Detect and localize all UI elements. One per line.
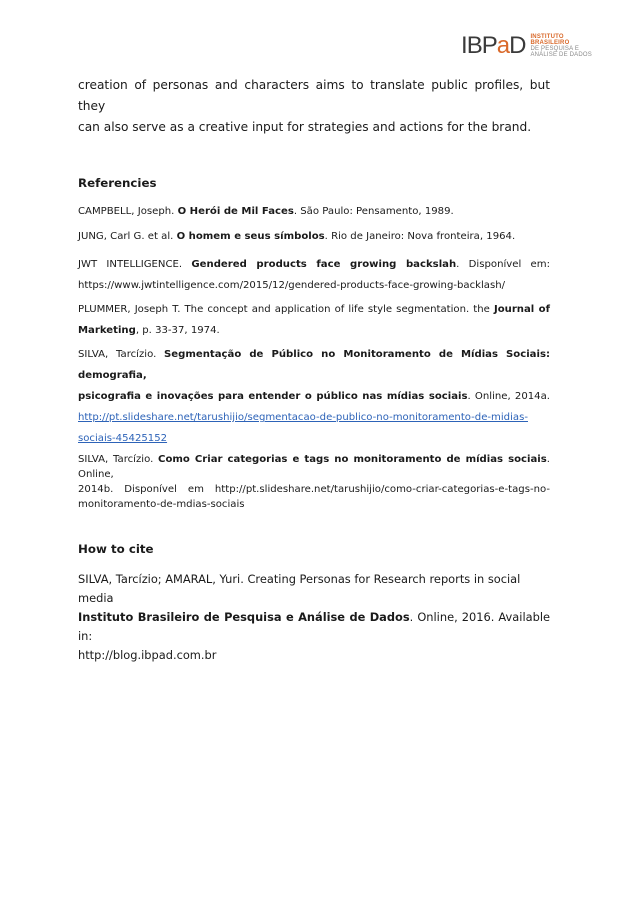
ref-title: Marketing <box>78 325 136 336</box>
ref-title: Como Criar categorias e tags no monitoramento de mídias sociais <box>158 454 547 465</box>
ref-details: . São Paulo: Pensamento, 1989. <box>293 206 454 217</box>
ref-details: . Online, 2014a. <box>467 391 550 402</box>
ref-title: O homem e seus símbolos <box>176 231 325 242</box>
references-list <box>78 204 550 512</box>
ref-author: JUNG, Carl G. et al. <box>78 231 177 242</box>
reference-jung <box>78 229 550 244</box>
logo-mark-accent: a <box>496 32 510 59</box>
citation-line-2 <box>78 608 550 646</box>
reference-jwt <box>78 254 550 296</box>
citation-details: . Online, 2016. Available in: <box>78 610 550 643</box>
ref-details: . Rio de Janeiro: Nova fronteira, 1964. <box>324 231 516 242</box>
ref-title: O Herói de Mil Faces <box>177 206 294 217</box>
citation-line-1: SILVA, Tarcízio; AMARAL, Yuri. Creating Personas for Research reports in social media <box>78 572 521 605</box>
ref-details: . Disponível em: <box>456 259 551 270</box>
ref-author: SILVA, Tarcízio. <box>78 349 165 360</box>
references-heading: Referencies <box>78 176 157 190</box>
document-body <box>78 75 550 665</box>
ref-details: . Online, <box>78 454 550 480</box>
ref-author: PLUMMER, Joseph T. The concept and application of life style segmentation. the <box>78 304 494 315</box>
logo-line-3: DE PESQUISA E <box>530 46 580 52</box>
logo-mark-prefix: IBP <box>461 32 497 59</box>
ref-line <box>78 320 550 341</box>
ref-line <box>78 386 550 407</box>
ref-line: 2014b. Disponível em http://pt.slideshare.net/tarushijio/como-criar-categorias-e-tags-no- <box>78 484 550 495</box>
citation-url: http://blog.ibpad.com.br <box>78 648 217 662</box>
ibpad-logo <box>461 34 592 58</box>
logo-text <box>530 34 592 58</box>
logo-mark <box>461 34 525 58</box>
citation-institute: Instituto Brasileiro de Pesquisa e Análise de Dados <box>78 610 410 624</box>
citation-paragraph <box>78 570 550 665</box>
reference-silva-2014a <box>78 344 550 449</box>
intro-line-1: creation of personas and characters aims to translate public profiles, but they <box>78 78 550 113</box>
ref-link-line-2[interactable]: sociais-45425152 <box>78 433 168 444</box>
reference-campbell <box>78 204 550 219</box>
ref-title: Gendered products face growing backslah <box>191 259 457 270</box>
logo-mark-suffix: D <box>509 32 526 59</box>
intro-line-2: can also serve as a creative input for strategies and actions for the brand. <box>78 120 532 134</box>
ref-details: , p. 33-37, 1974. <box>135 325 220 336</box>
how-to-cite-heading: How to cite <box>78 542 154 556</box>
intro-paragraph <box>78 75 550 138</box>
logo-line-1: INSTITUTO <box>530 34 564 40</box>
reference-plummer <box>78 299 550 341</box>
ref-url: https://www.jwtintelligence.com/2015/12/gendered-products-face-growing-backlash/ <box>78 280 506 291</box>
ref-title: Journal of <box>493 304 550 315</box>
ref-line <box>78 344 550 386</box>
ref-line: monitoramento-de-mdias-sociais <box>78 499 245 510</box>
ref-line <box>78 254 550 275</box>
ref-author: JWT INTELLIGENCE. <box>78 259 192 270</box>
logo-line-2: BRASILEIRO <box>530 40 570 46</box>
ref-title: psicografia e inovações para entender o público nas mídias sociais <box>78 391 468 402</box>
ref-title: Segmentação de Público no Monitoramento de Mídias Sociais: demografia, <box>78 349 550 381</box>
ref-link-line-1[interactable]: http://pt.slideshare.net/tarushijio/segmentacao-de-publico-no-monitoramento-de-midias- <box>78 412 528 423</box>
ref-line <box>78 452 550 482</box>
ref-author: SILVA, Tarcízio. <box>78 454 159 465</box>
ref-author: CAMPBELL, Joseph. <box>78 206 178 217</box>
logo-line-4: ANÁLISE DE DADOS <box>530 52 592 58</box>
reference-silva-2014b <box>78 452 550 512</box>
ref-line <box>78 299 550 320</box>
